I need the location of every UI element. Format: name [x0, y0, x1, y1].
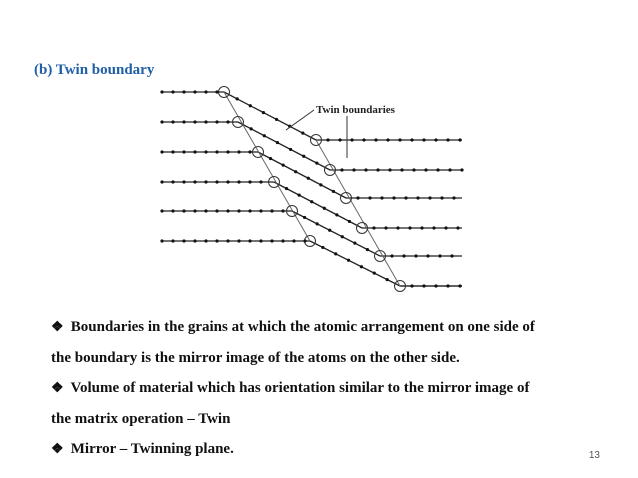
- atom: [182, 180, 185, 183]
- atom: [448, 168, 451, 171]
- bullet-text-5: Mirror – Twinning plane.: [70, 441, 234, 457]
- atom: [434, 138, 437, 141]
- atom: [182, 90, 185, 93]
- atom: [259, 239, 262, 242]
- boundary-atoms: [219, 87, 406, 292]
- atom: [368, 196, 371, 199]
- diamond-bullet-icon: ❖: [51, 442, 64, 457]
- atom: [321, 246, 324, 249]
- atom: [388, 168, 391, 171]
- atom: [204, 90, 207, 93]
- atom: [416, 196, 419, 199]
- atom: [193, 209, 196, 212]
- bullet-text-2: the boundary is the mirror image of the atoms on the other side.: [51, 350, 460, 366]
- atom: [412, 168, 415, 171]
- atom: [315, 162, 318, 165]
- bullet-line-4: [51, 404, 611, 434]
- atom: [182, 209, 185, 212]
- atom: [428, 196, 431, 199]
- bullet-line-5: [51, 434, 611, 465]
- atom: [289, 148, 292, 151]
- atom: [160, 150, 163, 153]
- atom: [193, 120, 196, 123]
- atom: [215, 209, 218, 212]
- atom: [160, 180, 163, 183]
- atom: [372, 226, 375, 229]
- atom: [269, 157, 272, 160]
- atom: [348, 220, 351, 223]
- diamond-bullet-icon: ❖: [51, 320, 64, 335]
- atom: [392, 196, 395, 199]
- atom: [276, 141, 279, 144]
- atom: [414, 254, 417, 257]
- atom: [444, 226, 447, 229]
- label-arrow-left: [286, 110, 314, 130]
- atom: [384, 226, 387, 229]
- atom: [226, 180, 229, 183]
- atom: [182, 150, 185, 153]
- atom: [316, 222, 319, 225]
- atom: [193, 239, 196, 242]
- atom: [226, 120, 229, 123]
- atom: [193, 150, 196, 153]
- atom: [332, 190, 335, 193]
- atom: [281, 239, 284, 242]
- atom: [171, 239, 174, 242]
- atom: [237, 209, 240, 212]
- atom: [323, 207, 326, 210]
- atom: [452, 196, 455, 199]
- bullet-list: [51, 312, 611, 465]
- twin-boundary-diagram: [150, 82, 480, 300]
- atom: [204, 209, 207, 212]
- atom: [334, 252, 337, 255]
- atom: [340, 168, 343, 171]
- atom: [410, 138, 413, 141]
- atom: [458, 284, 461, 287]
- atom: [259, 180, 262, 183]
- atom: [460, 168, 463, 171]
- atom: [450, 254, 453, 257]
- atom: [292, 239, 295, 242]
- atom: [438, 254, 441, 257]
- atom: [398, 138, 401, 141]
- atom: [302, 155, 305, 158]
- atom: [396, 226, 399, 229]
- atom: [237, 239, 240, 242]
- atom: [193, 180, 196, 183]
- atom: [319, 183, 322, 186]
- atom: [226, 150, 229, 153]
- atom: [248, 209, 251, 212]
- atom: [301, 132, 304, 135]
- atom: [171, 180, 174, 183]
- bullet-text-1: Boundaries in the grains at which the atomic arrangement on one side of: [70, 319, 535, 335]
- diamond-bullet-icon: ❖: [51, 381, 64, 396]
- atom: [347, 259, 350, 262]
- atom: [373, 272, 376, 275]
- atom: [326, 138, 329, 141]
- atom: [226, 239, 229, 242]
- atom: [248, 239, 251, 242]
- atom: [426, 254, 429, 257]
- atom: [380, 196, 383, 199]
- atom: [303, 216, 306, 219]
- atom: [420, 226, 423, 229]
- atom: [440, 196, 443, 199]
- atoms: [160, 90, 463, 287]
- atom: [270, 239, 273, 242]
- atom: [204, 150, 207, 153]
- atom: [374, 138, 377, 141]
- atom: [259, 209, 262, 212]
- bullet-text-4: the matrix operation – Twin: [51, 411, 231, 427]
- slide-heading: (b) Twin boundary: [34, 62, 155, 78]
- atom: [215, 150, 218, 153]
- atom: [285, 187, 288, 190]
- twin-boundaries-label: Twin boundaries: [316, 104, 395, 116]
- atom: [310, 200, 313, 203]
- atom: [281, 209, 284, 212]
- atom: [182, 120, 185, 123]
- atom: [386, 278, 389, 281]
- atom: [160, 90, 163, 93]
- atom: [215, 120, 218, 123]
- atom: [422, 138, 425, 141]
- atom: [263, 134, 266, 137]
- atom: [249, 104, 252, 107]
- atom: [282, 164, 285, 167]
- atom: [350, 138, 353, 141]
- bullet-line-1: [51, 312, 611, 343]
- atom: [215, 180, 218, 183]
- atom: [193, 90, 196, 93]
- atom: [353, 242, 356, 245]
- atom: [404, 196, 407, 199]
- atom: [422, 284, 425, 287]
- atom: [215, 239, 218, 242]
- atom: [424, 168, 427, 171]
- atom: [262, 111, 265, 114]
- atom: [182, 239, 185, 242]
- atom: [434, 284, 437, 287]
- atom: [446, 284, 449, 287]
- atom: [204, 239, 207, 242]
- atom: [408, 226, 411, 229]
- atom: [307, 177, 310, 180]
- atom: [226, 209, 229, 212]
- atom: [248, 180, 251, 183]
- atom: [160, 120, 163, 123]
- atom: [458, 138, 461, 141]
- atom: [360, 265, 363, 268]
- atom: [436, 168, 439, 171]
- bullet-line-2: [51, 343, 611, 373]
- atom: [236, 97, 239, 100]
- atom: [362, 138, 365, 141]
- atom: [352, 168, 355, 171]
- atom: [160, 209, 163, 212]
- atom: [171, 209, 174, 212]
- atom: [386, 138, 389, 141]
- atom: [275, 118, 278, 121]
- atom: [341, 235, 344, 238]
- atom: [237, 150, 240, 153]
- atom: [356, 196, 359, 199]
- atom: [215, 90, 218, 93]
- atom: [400, 168, 403, 171]
- atom: [270, 209, 273, 212]
- atom: [366, 248, 369, 251]
- atom: [456, 226, 459, 229]
- atom: [410, 284, 413, 287]
- atom: [248, 150, 251, 153]
- atom: [402, 254, 405, 257]
- atom: [204, 180, 207, 183]
- atom: [390, 254, 393, 257]
- atom: [298, 194, 301, 197]
- atom: [250, 127, 253, 130]
- atom: [237, 180, 240, 183]
- atom: [432, 226, 435, 229]
- twin-boundary-plane-2: [316, 140, 400, 286]
- page-number: 13: [588, 450, 600, 461]
- atom: [160, 239, 163, 242]
- atom: [171, 120, 174, 123]
- bullet-line-3: [51, 373, 611, 404]
- atom: [335, 213, 338, 216]
- boundary-lines: [224, 92, 400, 286]
- atom: [446, 138, 449, 141]
- bullet-text-3: Volume of material which has orientation similar to the mirror image of: [70, 380, 530, 396]
- atom: [328, 229, 331, 232]
- atom: [171, 150, 174, 153]
- atom: [303, 239, 306, 242]
- atom: [294, 170, 297, 173]
- atom: [171, 90, 174, 93]
- atom: [338, 138, 341, 141]
- atom: [204, 120, 207, 123]
- atom: [364, 168, 367, 171]
- atom: [376, 168, 379, 171]
